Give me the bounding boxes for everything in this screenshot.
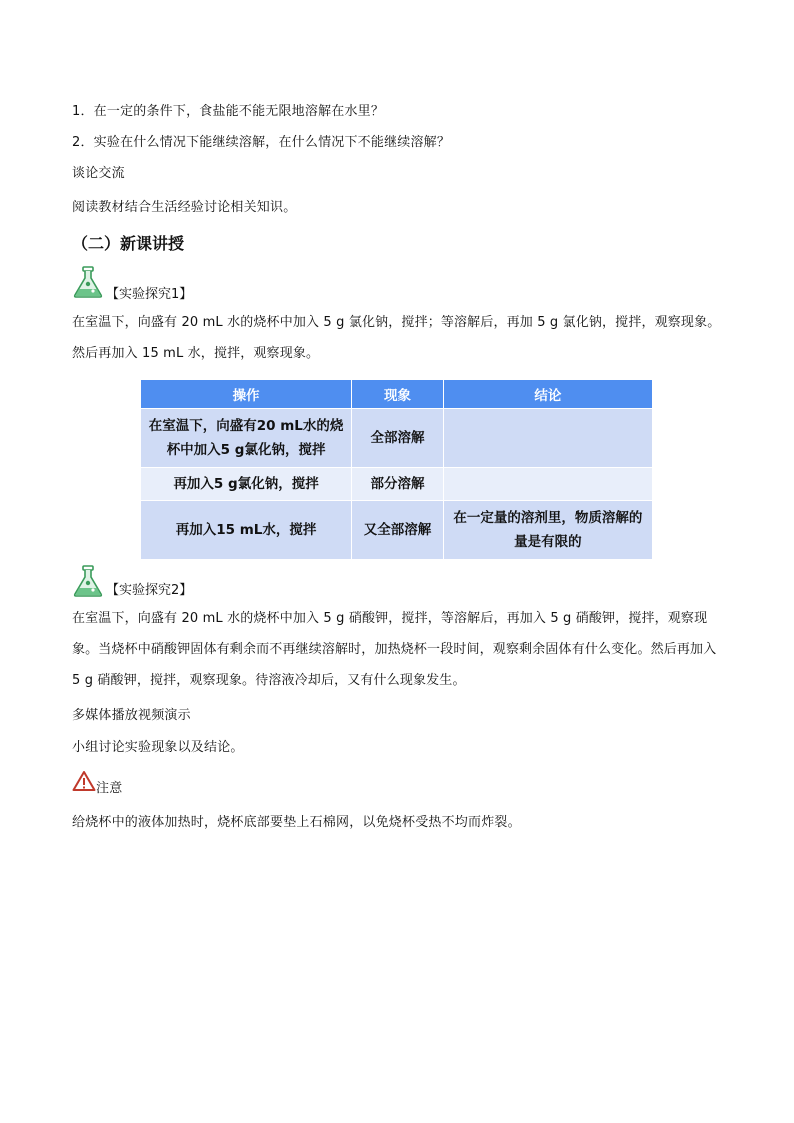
results-table [141,380,652,559]
question-2: 2．实验在什么情况下能继续溶解，在什么情况下不能继续溶解？ [72,135,451,150]
table-cell: 再加入15 mL水，搅拌 [141,501,352,560]
section-heading: （二）新课讲授 [72,234,185,253]
flask-icon [72,265,104,303]
table-cell: 全部溶解 [352,409,444,468]
media-line: 多媒体播放视频演示 [72,708,191,723]
table-row [141,468,652,501]
table-cell: 在室温下，向盛有20 mL水的烧杯中加入5 g氯化钠，搅拌 [141,409,352,468]
warning-icon [72,770,96,796]
table-row [141,501,652,560]
table-cell: 在一定量的溶剂里，物质溶解的量是有限的 [443,501,652,560]
table-cell: 又全部溶解 [352,501,444,560]
table-header-phenomenon: 现象 [352,380,444,409]
table-cell [443,409,652,468]
experiment-1-text: 在室温下，向盛有 20 mL 水的烧杯中加入 5 g 氯化钠，搅拌；等溶解后，再加 5 g 氯化钠，搅拌，观察现象。然后再加入 15 mL 水，搅拌，观察现象。 [72,315,721,361]
table-header-operation: 操作 [141,380,352,409]
table-header-conclusion: 结论 [443,380,652,409]
experiment-1-label: 【实验探究1】 [106,287,193,302]
question-1: 1．在一定的条件下，食盐能不能无限地溶解在水里？ [72,104,385,119]
table-cell: 再加入5 g氯化钠，搅拌 [141,468,352,501]
table-cell [443,468,652,501]
table-cell: 部分溶解 [352,468,444,501]
table-header-row [141,380,652,409]
discussion-text: 阅读教材结合生活经验讨论相关知识。 [72,200,297,215]
warning-label: 注意 [96,781,123,796]
experiment-2-label: 【实验探究2】 [106,583,193,598]
flask-icon [72,564,104,602]
table-row [141,409,652,468]
warning-text: 给烧杯中的液体加热时，烧杯底部要垫上石棉网，以免烧杯受热不均而炸裂。 [72,815,521,830]
discussion-title: 谈论交流 [72,166,125,181]
group-discussion-line: 小组讨论实验现象以及结论。 [72,740,244,755]
experiment-2-text: 在室温下，向盛有 20 mL 水的烧杯中加入 5 g 硝酸钾，搅拌，等溶解后，再加入 5 g 硝酸钾，搅拌，观察现象。当烧杯中硝酸钾固体有剩余而不再继续溶解时，加热烧杯一段时间，观察剩余固体有什么变化。然后再加入 5 g 硝酸钾，搅拌，观察现象。待溶液冷却后，又有什么现象发生。 [72,611,717,688]
